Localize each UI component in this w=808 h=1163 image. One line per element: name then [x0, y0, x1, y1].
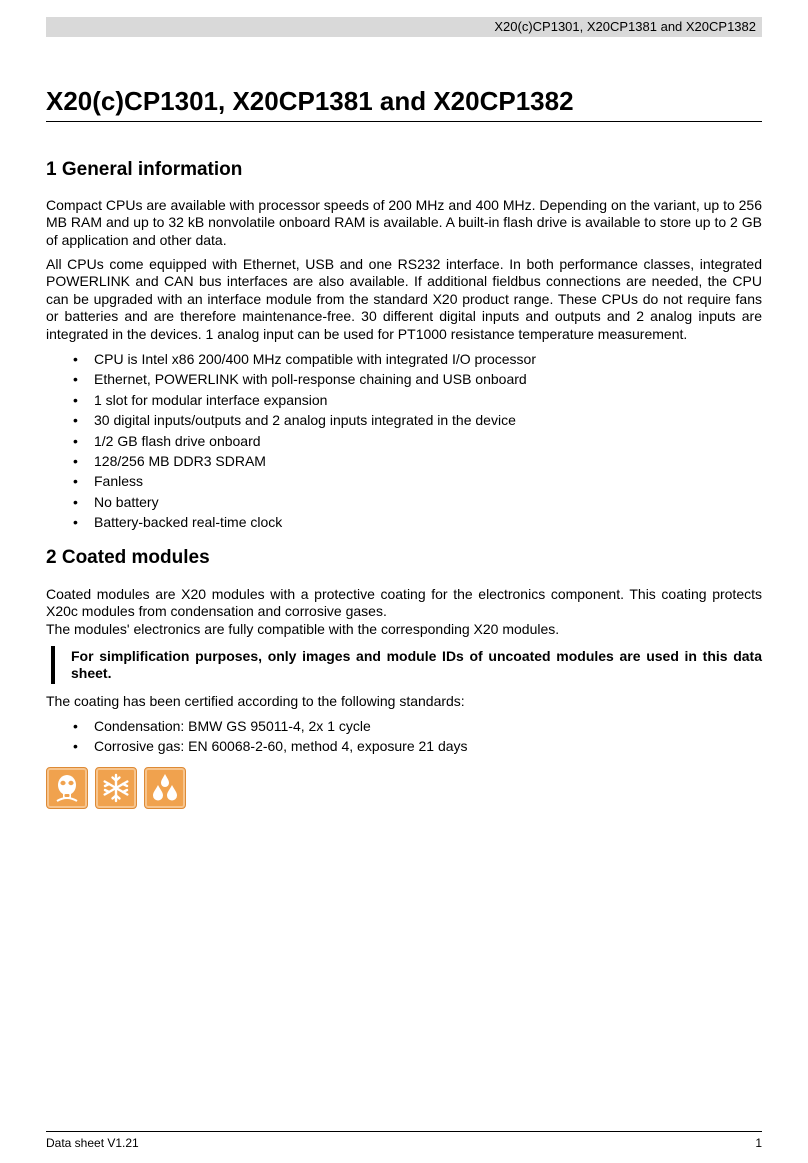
running-header: X20(c)CP1301, X20CP1381 and X20CP1382 [46, 17, 762, 37]
footer-rule [46, 1131, 762, 1132]
gas-mask-icon [46, 767, 88, 809]
paragraph-text: The coating has been certified according to the following standards: [46, 693, 465, 709]
list-item: • 128/256 MB DDR3 SDRAM [73, 453, 266, 470]
list-item: • Ethernet, POWERLINK with poll-response chaining and USB onboard [73, 371, 527, 388]
section-coated-modules [46, 546, 762, 570]
footer-page-number: 1 [755, 1136, 762, 1150]
paragraph-certification [46, 693, 762, 710]
note-box [46, 646, 762, 684]
section-heading-coated: 2 Coated modules [46, 547, 210, 568]
list-item-text: 1/2 GB flash drive onboard [94, 432, 261, 449]
list-item-text: Condensation: BMW GS 95011-4, 2x 1 cycle [94, 718, 371, 734]
list-item-text: Ethernet, POWERLINK with poll-response chaining and USB onboard [94, 371, 527, 388]
paragraph-text: All CPUs come equipped with Ethernet, USB and one RS232 interface. In both performance classes, integrated POWERLINK and CAN bus interfaces are also available. If additional fieldbus connections are needed, the CPU can be upgraded with an interface module from the standard X20 product range. These CPUs do not require fans or batteries and are therefore maintenance-free. 30 different digital inputs and outputs and 2 analog inputs are integrated in the devices. 1 analog input can be used for PT1000 resistance temperature measurement. [46, 256, 762, 342]
footer-version: Data sheet V1.21 [46, 1136, 139, 1150]
paragraph-compact-cpus [46, 197, 762, 249]
list-item: • No battery [73, 493, 159, 510]
water-drops-icon [144, 767, 186, 809]
list-item-text: 1 slot for modular interface expansion [94, 391, 328, 408]
list-item: • 1 slot for modular interface expansion [73, 391, 328, 408]
list-item-text: Fanless [94, 473, 144, 490]
paragraph-coated-modules [46, 586, 762, 638]
list-item-text: 30 digital inputs/outputs and 2 analog inputs integrated in the device [94, 412, 516, 429]
list-item-text: No battery [94, 493, 159, 510]
paragraph-text: The modules' electronics are fully compatible with the corresponding X20 modules. [46, 620, 560, 637]
document-title: X20(c)CP1301, X20CP1381 and X20CP1382 [46, 84, 762, 122]
section-general-information [46, 158, 762, 182]
note-text: For simplification purposes, only images and module IDs of uncoated modules are used in this data sheet. [71, 648, 762, 682]
list-item: • 30 digital inputs/outputs and 2 analog inputs integrated in the device [73, 412, 516, 429]
list-item: • Battery-backed real-time clock [73, 514, 283, 531]
list-item-text: CPU is Intel x86 200/400 MHz compatible with integrated I/O processor [94, 351, 536, 367]
list-item: • Condensation: BMW GS 95011-4, 2x 1 cycle [73, 718, 371, 734]
snowflake-icon [95, 767, 137, 809]
paragraph-all-cpus [46, 256, 762, 343]
standards-list [46, 718, 762, 759]
paragraph-text: Coated modules are X20 modules with a protective coating for the electronics component. This coating protects X20c modules from condensation and corrosive gases. [46, 586, 762, 620]
list-item: • Fanless [73, 473, 144, 490]
list-item: • CPU is Intel x86 200/400 MHz compatible with integrated I/O processor [73, 351, 536, 367]
list-item: • 1/2 GB flash drive onboard [73, 432, 261, 449]
paragraph-text: Compact CPUs are available with processor speeds of 200 MHz and 400 MHz. Depending on the variant, up to 256 MB RAM and up to 32 kB nonvolatile onboard RAM is available. A built-in flash drive is available to store up to 2 GB of application and other data. [46, 197, 762, 248]
list-item-text: 128/256 MB DDR3 SDRAM [94, 453, 266, 470]
list-item: • Corrosive gas: EN 60068-2-60, method 4, exposure 21 days [73, 738, 468, 755]
list-item-text: Battery-backed real-time clock [94, 514, 283, 531]
features-list [46, 351, 762, 535]
list-item-text: Corrosive gas: EN 60068-2-60, method 4, exposure 21 days [94, 738, 468, 755]
section-heading-general: 1 General information [46, 159, 243, 180]
note-marker-bar [51, 646, 55, 684]
